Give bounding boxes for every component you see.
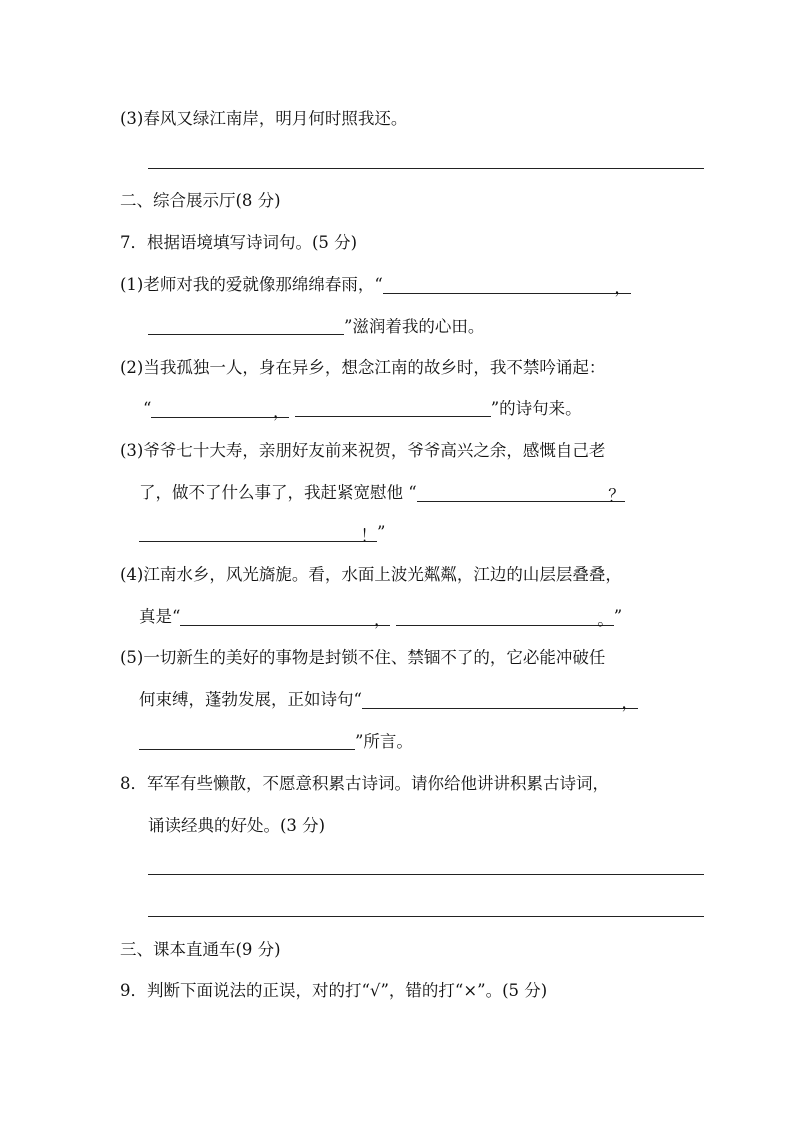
question-7-3-line1: (3)爷爷七十大寿，亲朋好友前来祝贺，爷爷高兴之余，感慨自己老 xyxy=(120,441,606,460)
question-7-2-line2 xyxy=(143,398,582,420)
fill-blank[interactable]: ！ xyxy=(139,525,377,542)
question-7-1-line1 xyxy=(120,274,631,296)
prompt-text: ” xyxy=(377,523,386,542)
prompt-text: 真是“ xyxy=(139,607,181,626)
fill-blank[interactable]: ， xyxy=(362,692,638,709)
question-7-3-line2 xyxy=(139,482,625,504)
question-7-3-line3 xyxy=(139,522,385,544)
prompt-text: 何束缚，蓬勃发展，正如诗句“ xyxy=(139,690,362,709)
question-7-2-line1: (2)当我孤独一人，身在异乡，想念江南的故乡时，我不禁吟诵起： xyxy=(120,358,606,377)
fill-blank[interactable]: ， xyxy=(151,401,289,418)
question-7-1-line2 xyxy=(148,316,484,338)
answer-line[interactable] xyxy=(148,874,704,875)
question-8-line2: 诵读经典的好处。(3 分) xyxy=(148,816,326,835)
question-6-3: (3)春风又绿江南岸，明月何时照我还。 xyxy=(120,109,408,128)
fill-blank[interactable] xyxy=(139,733,355,750)
prompt-text: “ xyxy=(143,399,152,418)
fill-blank[interactable]: ， xyxy=(383,277,631,294)
answer-line[interactable] xyxy=(148,168,704,169)
question-9-title: 9．判断下面说法的正误，对的打“√”，错的打“×”。(5 分) xyxy=(120,981,548,1000)
question-7-4-line2 xyxy=(139,606,622,628)
question-7-4-line1: (4)江南水乡，风光旖旎。看，水面上波光粼粼，江边的山层层叠叠， xyxy=(120,565,622,584)
section-2-title: 二、综合展示厅(8 分) xyxy=(120,191,281,210)
question-7-5-line1: (5)一切新生的美好的事物是封锁不住、禁锢不了的，它必能冲破任 xyxy=(120,648,606,667)
question-8-line1: 8．军军有些懒散，不愿意积累古诗词。请你给他讲讲积累古诗词， xyxy=(120,774,609,793)
prompt-text: ”滋润着我的心田。 xyxy=(344,317,485,336)
prompt-text: ”所言。 xyxy=(355,732,413,751)
fill-blank[interactable]: 。 xyxy=(396,609,614,626)
question-7-5-line3 xyxy=(139,731,413,753)
section-3-title: 三、课本直通车(9 分) xyxy=(120,940,281,959)
fill-blank[interactable]: ？ xyxy=(417,485,625,502)
prompt-text: 了，做不了什么事了，我赶紧宽慰他 “ xyxy=(139,483,417,502)
question-7-5-line2 xyxy=(139,689,638,711)
answer-line[interactable] xyxy=(148,916,704,917)
fill-blank[interactable]: ， xyxy=(180,609,390,626)
prompt-text: ”的诗句来。 xyxy=(490,399,582,418)
fill-blank[interactable] xyxy=(295,400,491,417)
prompt-text: ” xyxy=(613,607,623,626)
fill-blank[interactable] xyxy=(148,318,344,335)
prompt-text: (1)老师对我的爱就像那绵绵春雨，“ xyxy=(120,275,383,294)
question-7-title: 7．根据语境填写诗词句。(5 分) xyxy=(120,233,358,252)
